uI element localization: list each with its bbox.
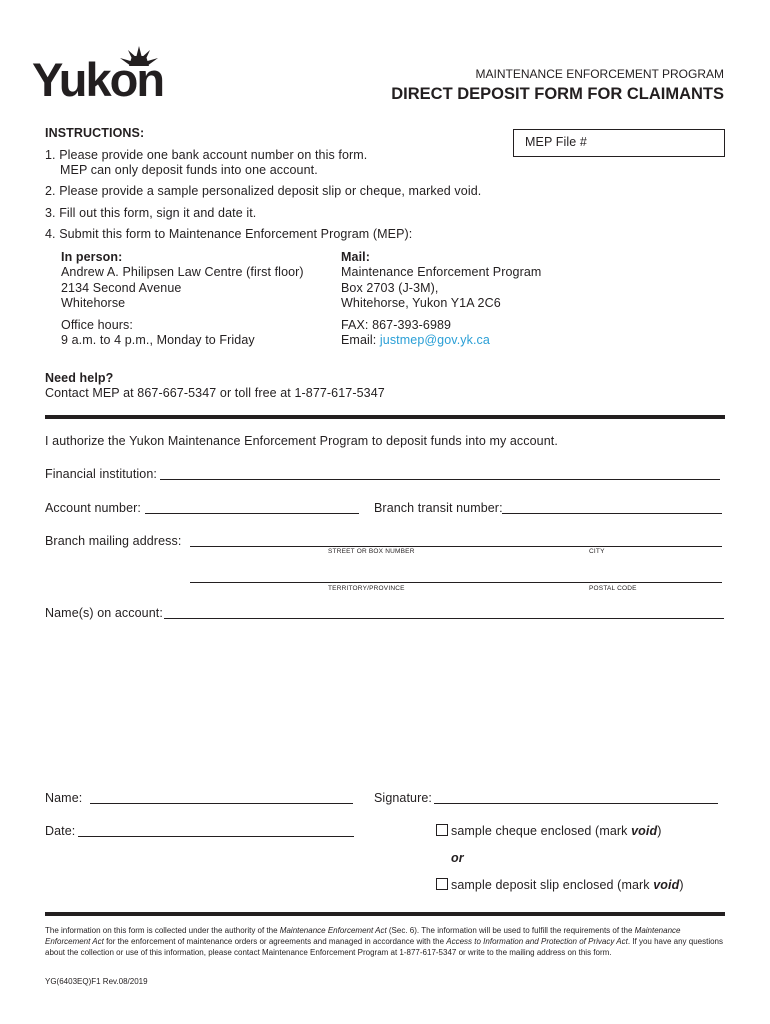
privacy-text-2: (Sec. 6). The information will be used to fulfill the requirements of the [386,926,635,935]
mail-line-2: Box 2703 (J-3M), [341,281,439,295]
postal-caption: POSTAL CODE [589,585,637,592]
mep-file-field[interactable] [513,129,725,157]
names-on-account-field[interactable] [164,618,724,619]
name-field[interactable] [90,803,353,804]
email-label: Email: [341,333,380,347]
privacy-text-1: The information on this form is collected under the authority of the [45,926,280,935]
branch-transit-label: Branch transit number: [374,501,503,515]
financial-institution-field[interactable] [160,479,720,480]
instruction-3: 3. Fill out this form, sign it and date it. [45,206,257,220]
instruction-1: 1. Please provide one bank account number on this form. [45,148,368,162]
in-person-line-2: 2134 Second Avenue [61,281,182,295]
in-person-line-3: Whitehorse [61,296,126,310]
in-person-line-1: Andrew A. Philipsen Law Centre (first floor) [61,265,304,279]
mep-file-label: MEP File # [525,135,587,149]
name-label: Name: [45,791,83,805]
instruction-4: 4. Submit this form to Maintenance Enforcement Program (MEP): [45,227,413,241]
account-number-field[interactable] [145,513,359,514]
privacy-notice [45,925,725,958]
section-divider [45,415,725,419]
branch-territory-postal-field[interactable] [190,582,722,583]
program-name: MAINTENANCE ENFORCEMENT PROGRAM [475,67,724,81]
signature-label: Signature: [374,791,432,805]
cheque-option-close: ) [657,824,662,838]
or-separator: or [451,851,464,865]
office-hours-label: Office hours: [61,318,133,332]
logo-wordmark: Yukon [32,53,164,106]
instruction-1-note: MEP can only deposit funds into one account. [60,163,318,177]
form-id: YG(6403EQ)F1 Rev.08/2019 [45,977,148,986]
act-name-2: Maintenance Enforcement Act [45,926,681,946]
date-field[interactable] [78,836,354,837]
privacy-text-4: . If you have any questions about the collection or use of this information, please contact Maintenance Enforcement Program at 1-877-617-5347 or write to the mailing address on this form. [45,937,723,957]
cheque-option[interactable] [436,824,661,838]
deposit-slip-option-text: sample deposit slip enclosed (mark [451,878,654,892]
yukon-logo [32,44,172,106]
branch-transit-field[interactable] [502,513,722,514]
fax-number: FAX: 867-393-6989 [341,318,452,332]
instructions-heading: INSTRUCTIONS: [45,126,145,140]
deposit-slip-checkbox[interactable] [436,878,448,890]
street-caption: STREET OR BOX NUMBER [328,548,415,555]
signature-field[interactable] [434,803,718,804]
date-label: Date: [45,824,76,838]
in-person-heading: In person: [61,250,123,264]
form-title: DIRECT DEPOSIT FORM FOR CLAIMANTS [391,85,724,103]
privacy-text-3: for the enforcement of maintenance orders or agreements and managed in accordance with the [103,937,447,946]
instruction-2: 2. Please provide a sample personalized deposit slip or cheque, marked void. [45,184,482,198]
deposit-slip-option-close: ) [679,878,684,892]
act-name-3: Access to Information and Protection of Privacy Act [446,937,628,946]
city-caption: CITY [589,548,605,555]
cheque-option-text: sample cheque enclosed (mark [451,824,632,838]
names-on-account-label: Name(s) on account: [45,606,163,620]
email-link[interactable]: justmep@gov.yk.ca [379,333,490,347]
deposit-slip-void-text: void [653,878,680,892]
account-number-label: Account number: [45,501,141,515]
branch-street-city-field[interactable] [190,546,722,547]
cheque-void-text: void [631,824,658,838]
act-name-1: Maintenance Enforcement Act [279,926,387,935]
deposit-slip-option[interactable] [436,878,684,892]
branch-address-label: Branch mailing address: [45,534,182,548]
cheque-checkbox[interactable] [436,824,448,836]
mail-line-1: Maintenance Enforcement Program [341,265,542,279]
authorization-statement: I authorize the Yukon Maintenance Enforcement Program to deposit funds into my account. [45,434,558,448]
footer-divider [45,912,725,916]
mail-heading: Mail: [341,250,370,264]
territory-caption: TERRITORY/PROVINCE [328,585,405,592]
help-heading: Need help? [45,371,114,385]
financial-institution-label: Financial institution: [45,467,157,481]
mail-line-3: Whitehorse, Yukon Y1A 2C6 [341,296,501,310]
help-text: Contact MEP at 867-667-5347 or toll free at 1-877-617-5347 [45,386,385,400]
email-line [341,333,490,347]
office-hours: 9 a.m. to 4 p.m., Monday to Friday [61,333,255,347]
